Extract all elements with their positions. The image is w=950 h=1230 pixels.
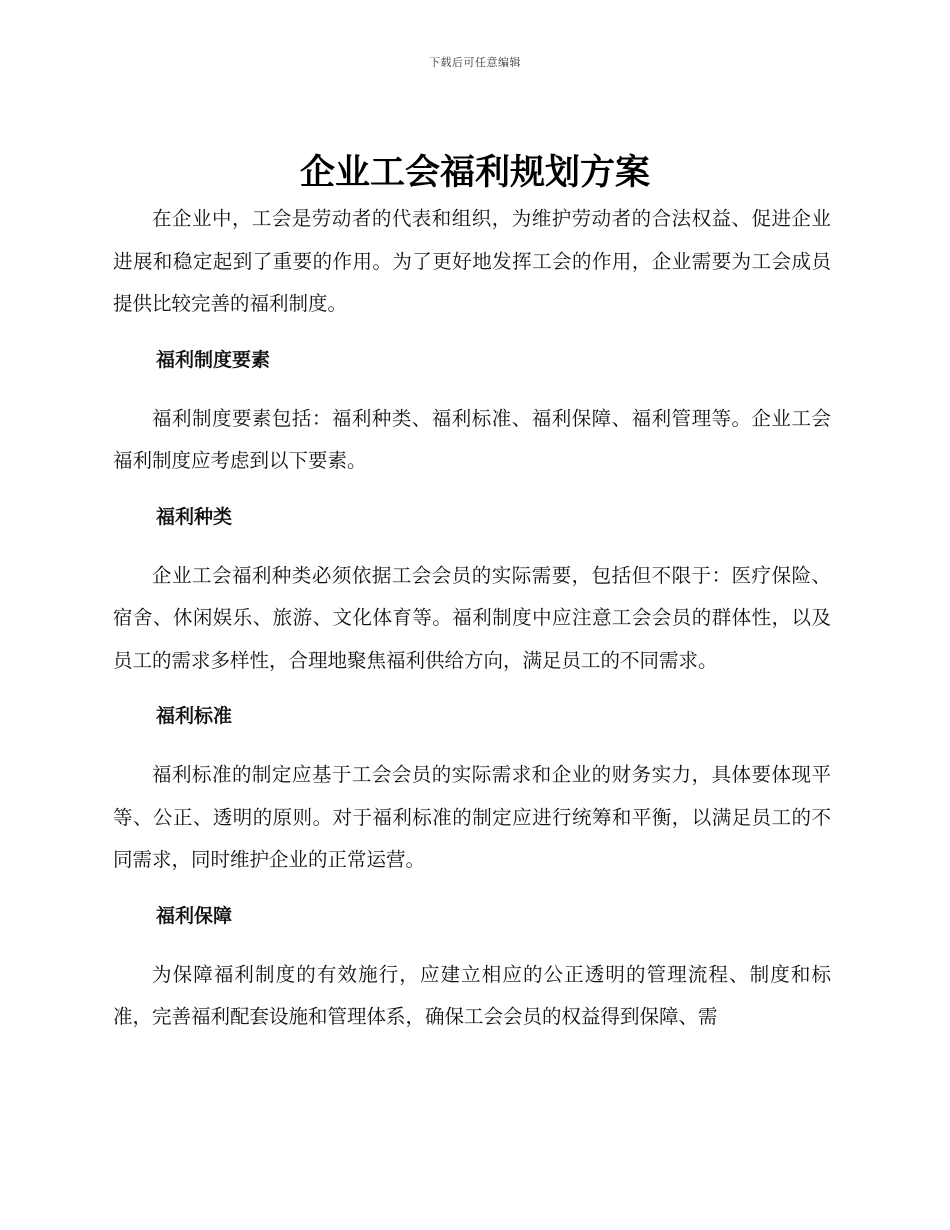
- section-heading-guarantee: 福利保障: [156, 904, 233, 927]
- section-body-standards: 福利标准的制定应基于工会会员的实际需求和企业的财务实力，具体要体现平等、公正、透明的原则。对于福利标准的制定应进行统筹和平衡，以满足员工的不同需求，同时维护企业的正常运营。: [113, 763, 831, 871]
- document-body: [113, 198, 831, 1039]
- document-title: 企业工会福利规划方案: [299, 153, 650, 193]
- intro-paragraph: 在企业中，工会是劳动者的代表和组织，为维护劳动者的合法权益、促进企业进展和稳定起到了重要的作用。为了更好地发挥工会的作用，企业需要为工会成员提供比较完善的福利制度。: [113, 207, 831, 315]
- section-body-types: 企业工会福利种类必须依据工会会员的实际需要，包括但不限于：医疗保险、宿舍、休闲娱乐、旅游、文化体育等。福利制度中应注意工会会员的群体性，以及员工的需求多样性，合理地聚焦福利供给方向，满足员工的不同需求。: [113, 563, 831, 672]
- section-body-elements: 福利制度要素包括：福利种类、福利标准、福利保障、福利管理等。企业工会福利制度应考虑到以下要素。: [113, 406, 831, 472]
- header-note: 下载后可任意编辑: [429, 56, 521, 69]
- section-body-guarantee: 为保障福利制度的有效施行，应建立相应的公正透明的管理流程、制度和标准，完善福利配套设施和管理体系，确保工会会员的权益得到保障、需: [113, 962, 831, 1028]
- section-heading-standards: 福利标准: [156, 705, 233, 727]
- section-heading-types: 福利种类: [156, 505, 233, 528]
- section-heading-elements: 福利制度要素: [156, 348, 271, 371]
